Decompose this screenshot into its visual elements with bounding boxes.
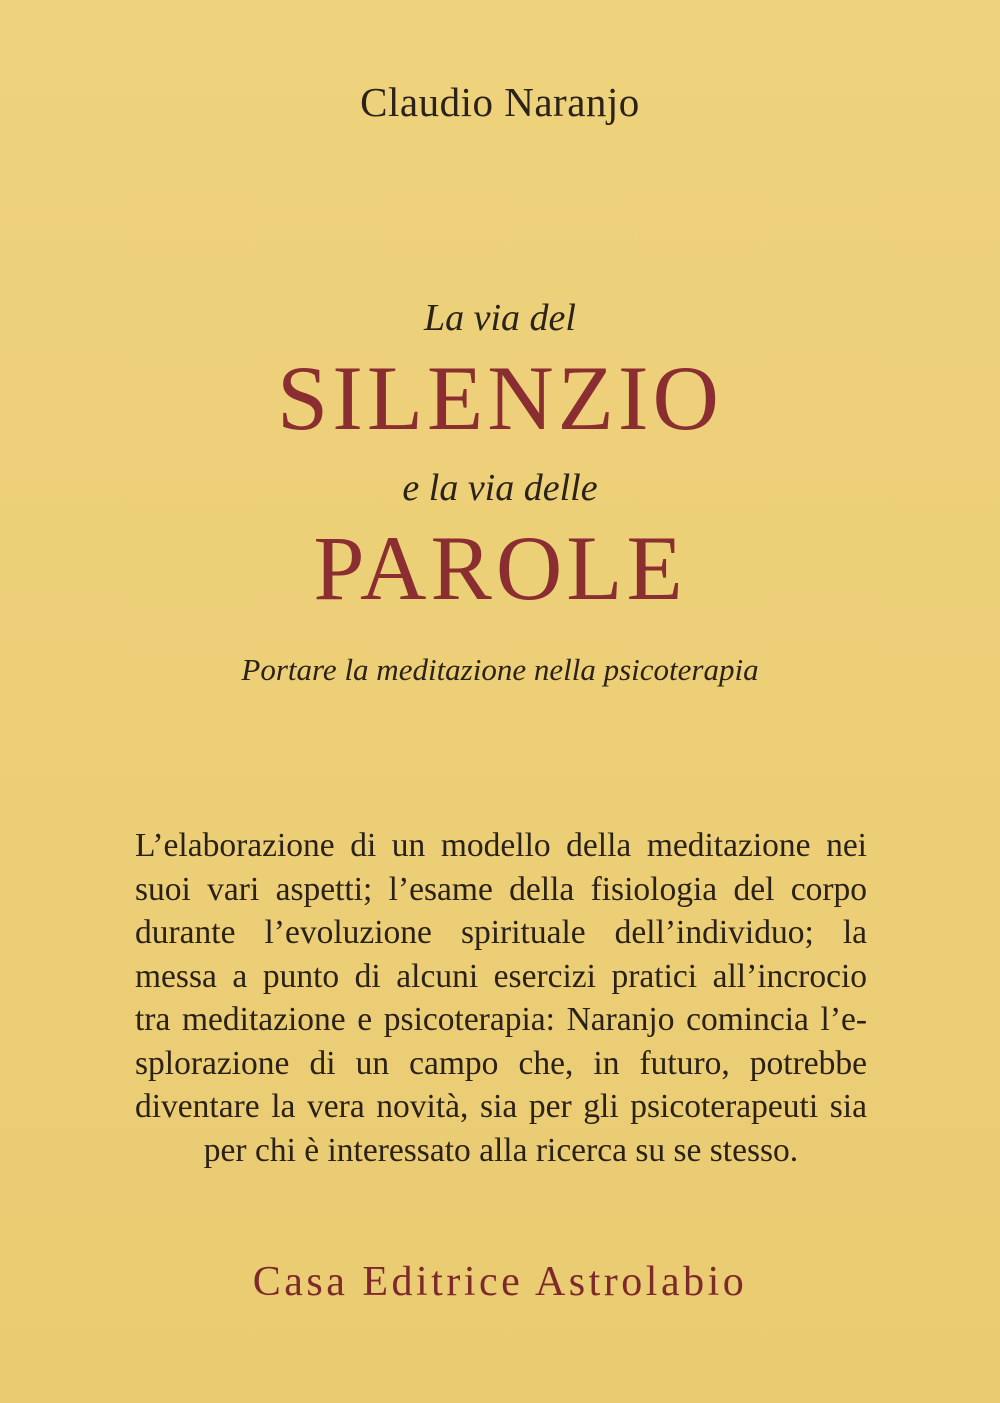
blurb-line: splorazione di un campo che, in futuro, potrebbe: [135, 1044, 867, 1082]
blurb-line: durante l’evoluzione spirituale dell’individuo; la: [135, 914, 867, 951]
blurb-line: per chi è interessato alla ricerca su se stesso.: [203, 1131, 799, 1169]
title-main-word: SILENZIO: [277, 347, 723, 449]
title-connector: e la via delle: [402, 467, 598, 509]
publisher-name: Casa Editrice Astrolabio: [252, 1259, 748, 1305]
subtitle: Portare la meditazione nella psicoterapia: [241, 652, 759, 687]
blurb-line: L’elaborazione di un modello della meditazione nei: [135, 827, 867, 864]
blurb-line: messa a punto di alcuni esercizi pratici all’incrocio: [135, 957, 867, 995]
blurb-line: diventare la vera novità, sia per gli psicoterapeuti sia: [135, 1088, 867, 1125]
title-second-word: PAROLE: [313, 517, 687, 619]
title-prefix: La via del: [424, 297, 576, 339]
blurb-line: tra meditazione e psicoterapia: Naranjo comincia l’e-: [135, 1001, 867, 1038]
blurb-line: suoi vari aspetti; l’esame della fisiologia del corpo: [135, 870, 867, 908]
author-name: Claudio Naranjo: [360, 79, 640, 125]
blurb-paragraph: [135, 824, 867, 1172]
